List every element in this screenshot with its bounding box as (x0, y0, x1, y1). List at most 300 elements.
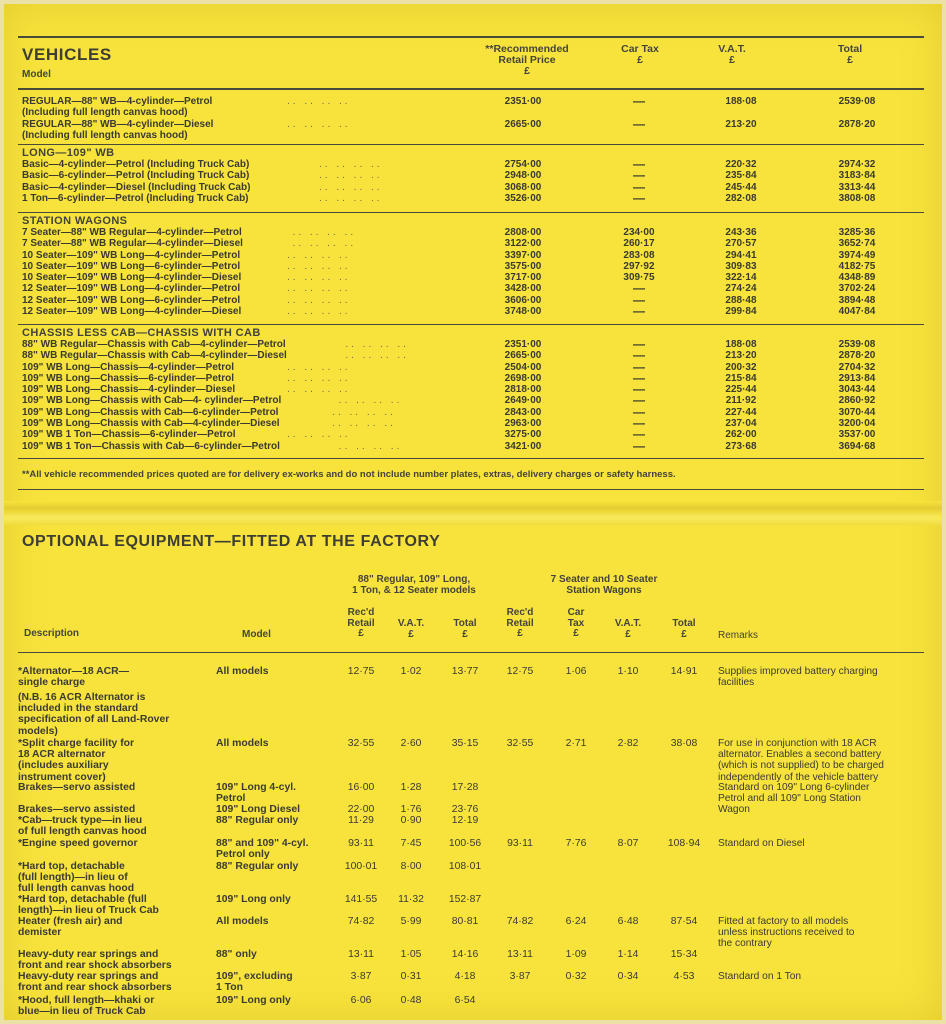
vehicle-tax-cell: — (633, 438, 645, 453)
leader-dots: .. .. .. .. (319, 170, 383, 182)
vehicle-description: 109" WB Long—Chassis with Cab—6-cylinder—Petrol (22, 406, 279, 418)
option-b-retail-cell: 74·82 (506, 916, 534, 927)
vehicle-description: 109" WB Long—Chassis—4-cylinder—Diesel (22, 384, 236, 396)
vehicle-row (22, 370, 922, 385)
vehicle-vat-cell: 237·04 (725, 418, 757, 430)
vehicle-row (22, 130, 922, 141)
vehicle-vat-cell: 262·00 (725, 429, 757, 441)
option-a-vat-cell: 1·28 (400, 782, 422, 793)
vehicle-vat-cell: 274·24 (725, 283, 757, 295)
a-retail-header: Rec'd Retail £ (347, 607, 375, 639)
vehicle-retail-cell: 3606·00 (504, 294, 542, 306)
option-b-retail-cell: 13·11 (507, 949, 533, 960)
option-b-retail-cell: 3·87 (509, 971, 531, 982)
option-a-total-cell: 6·54 (454, 995, 476, 1006)
vehicle-description: 7 Seater—88" WB Regular—4-cylinder—Petrol (22, 227, 242, 238)
option-model: All models (216, 666, 269, 677)
vehicle-row (22, 418, 922, 429)
option-description: *Cab—truck type—in lieu of full length canvas hood (18, 815, 147, 838)
option-a-total-cell: 100·56 (448, 838, 482, 849)
vehicle-row (22, 96, 922, 107)
page-fold (4, 509, 942, 525)
vehicle-tax-cell: — (633, 168, 645, 183)
option-description: Heater (fresh air) and demister (18, 916, 123, 939)
vehicle-total-cell: 3652·74 (838, 238, 876, 250)
option-description: *Alternator—18 ACR— single charge (18, 666, 130, 689)
table-bottom-rule (18, 458, 924, 459)
option-a-total-cell: 35·15 (451, 738, 479, 749)
option-model: All models (216, 738, 269, 749)
vehicle-vat-cell: 270·57 (725, 238, 757, 250)
leader-dots: .. .. .. .. (287, 372, 351, 384)
vehicle-retail-cell: 3068·00 (504, 181, 542, 193)
vehicle-tax-cell: — (633, 393, 645, 408)
option-model: 109" Long only (216, 995, 291, 1006)
vehicle-vat-cell: 225·44 (725, 384, 757, 396)
vehicle-vat-cell: 309·83 (725, 260, 757, 272)
description-header: Description (24, 628, 80, 639)
vehicle-vat-cell: 243·36 (725, 227, 757, 238)
vehicle-tax-cell: — (633, 348, 645, 363)
vehicle-total-cell: 3537·00 (838, 429, 876, 441)
vehicle-group-title: LONG—109" WB (22, 147, 115, 159)
leader-dots: .. .. .. .. (287, 96, 351, 107)
option-a-retail-cell: 12·75 (347, 666, 375, 677)
option-remarks: For use in conjunction with 18 ACR alternator. Enables a second battery (which is not supplied) to be charged independently of the vehicle battery (718, 738, 884, 783)
vehicle-total-cell: 2878·20 (838, 118, 876, 130)
vehicle-row (22, 350, 922, 361)
leader-dots: .. .. .. .. (338, 440, 403, 452)
group-divider (18, 212, 924, 213)
vehicle-retail-cell: 2504·00 (504, 361, 542, 373)
vehicle-vat-cell: 188·08 (725, 339, 757, 350)
option-b-tax-cell: 1·06 (565, 666, 587, 677)
option-b-retail-cell: 12·75 (506, 666, 534, 677)
vehicle-description: 10 Seater—109" WB Long—6-cylinder—Petrol (22, 260, 241, 272)
vehicle-tax-cell: — (633, 179, 645, 194)
vehicle-total-cell: 2539·08 (838, 339, 876, 350)
option-a-total-cell: 12·19 (451, 815, 479, 826)
option-a-total-cell: 23·76 (451, 804, 479, 815)
option-a-retail-cell: 100·01 (344, 861, 378, 872)
vehicle-total-cell: 2860·92 (838, 395, 876, 407)
vehicle-description: 88" WB Regular—Chassis with Cab—4-cylinder—Petrol (22, 339, 286, 350)
top-rule (18, 36, 924, 38)
vehicle-tax-cell: — (633, 281, 645, 296)
vehicle-group-title: STATION WAGONS (22, 215, 128, 227)
vat-header: V.A.T. £ (718, 43, 746, 66)
option-a-retail-cell: 6·06 (350, 995, 372, 1006)
vehicle-vat-cell: 282·08 (725, 192, 757, 204)
option-b-tax-cell: 0·32 (565, 971, 587, 982)
vehicle-row (22, 283, 922, 294)
vehicle-tax-cell: — (633, 427, 645, 442)
leader-dots: .. .. .. .. (332, 418, 396, 430)
vehicle-tax-cell: — (633, 404, 645, 419)
leader-dots: .. .. .. .. (319, 192, 383, 204)
option-a-vat-cell: 1·05 (400, 949, 422, 960)
option-model: 109" Long 4-cyl. Petrol (216, 782, 296, 805)
vehicle-description: Basic—4-cylinder—Petrol (Including Truck Cab) (22, 159, 250, 170)
option-b-total-cell: 38·08 (670, 738, 698, 749)
vehicle-total-cell: 3313·44 (838, 181, 876, 193)
model-header: Model (242, 629, 271, 640)
footnote-rule (18, 489, 924, 490)
vehicle-group (22, 215, 922, 317)
vehicle-retail-cell: 2948·00 (504, 170, 542, 182)
option-a-retail-cell: 22·00 (347, 804, 375, 815)
option-a-retail-cell: 32·55 (347, 738, 375, 749)
option-b-total-cell: 108·94 (667, 838, 701, 849)
total-header: Total £ (837, 43, 863, 66)
leader-dots: .. .. .. .. (287, 361, 351, 373)
car-tax-header: Car Tax £ (621, 43, 659, 66)
option-a-retail-cell: 16·00 (347, 782, 375, 793)
vehicle-retail-cell: 2843·00 (504, 406, 542, 418)
option-b-vat-cell: 1·10 (617, 666, 639, 677)
leader-dots: .. .. .. .. (287, 429, 351, 441)
option-a-retail-cell: 11·29 (348, 815, 374, 826)
vehicle-tax-cell: — (633, 157, 645, 171)
vehicle-vat-cell: 220·32 (725, 159, 757, 170)
vehicle-vat-cell: 213·20 (725, 118, 757, 130)
vehicle-tax-cell: 260·17 (623, 238, 655, 250)
vehicle-tax-cell: 297·92 (623, 260, 655, 272)
vehicle-description: REGULAR—88" WB—4-cylinder—Diesel (22, 118, 214, 130)
option-b-vat-cell: 6·48 (617, 916, 639, 927)
option-model: 109" Long only (216, 894, 291, 905)
vehicle-description: 7 Seater—88" WB Regular—4-cylinder—Diesel (22, 238, 243, 250)
vehicle-row (22, 384, 922, 395)
vehicle-retail-cell: 3717·00 (504, 272, 542, 284)
vehicle-row (22, 395, 922, 406)
option-a-vat-cell: 0·90 (400, 815, 422, 826)
vehicle-row (22, 250, 922, 261)
vehicle-retail-cell: 2351·00 (504, 96, 542, 107)
vehicle-row (22, 404, 922, 419)
option-b-total-cell: 15·34 (670, 949, 698, 960)
page-crease (4, 501, 942, 509)
option-a-retail-cell: 93·11 (348, 838, 374, 849)
option-model: 109", excluding 1 Ton (216, 971, 293, 994)
option-a-total-cell: 14·16 (451, 949, 479, 960)
vehicle-description: 109" WB Long—Chassis—6-cylinder—Petrol (22, 372, 235, 384)
leader-dots: .. .. .. .. (287, 384, 351, 396)
option-b-vat-cell: 1·14 (617, 949, 639, 960)
vehicle-row (22, 261, 922, 272)
option-description: Brakes—servo assisted (18, 804, 136, 815)
vehicle-vat-cell: 294·41 (725, 249, 757, 261)
vehicle-row (22, 438, 922, 453)
vehicle-total-cell: 3043·44 (838, 384, 876, 396)
group-b-header: 7 Seater and 10 Seater Station Wagons (550, 574, 658, 596)
vehicle-description: (Including full length canvas hood) (22, 107, 188, 119)
option-description: Heavy-duty rear springs and front and rear shock absorbers (18, 949, 172, 972)
vehicle-description: 10 Seater—109" WB Long—4-cylinder—Diesel (22, 272, 242, 284)
vehicles-title: VEHICLES (22, 45, 112, 64)
price-list-sheet (4, 4, 942, 1020)
option-a-total-cell: 4·18 (454, 971, 476, 982)
option-description: *Engine speed governor (18, 838, 138, 849)
option-description: Heavy-duty rear springs and front and rear shock absorbers (18, 971, 172, 994)
vehicle-total-cell: 4047·84 (838, 306, 876, 318)
option-b-retail-cell: 93·11 (507, 838, 533, 849)
option-a-vat-cell: 1·76 (400, 804, 422, 815)
vehicle-tax-cell: 234·00 (623, 227, 655, 238)
vehicle-tax-cell: 283·08 (623, 249, 655, 261)
vehicle-vat-cell: 215·84 (725, 372, 757, 384)
a-total-header: Total £ (453, 618, 477, 640)
vehicle-description: 10 Seater—109" WB Long—4-cylinder—Petrol (22, 249, 241, 261)
vehicle-retail-cell: 3397·00 (504, 249, 542, 261)
vehicle-retail-cell: 2754·00 (504, 159, 542, 170)
vehicle-tax-cell: — (633, 292, 645, 307)
vehicle-row (22, 179, 922, 194)
vehicle-vat-cell: 288·48 (725, 294, 757, 306)
vehicle-description: 109" WB Long—Chassis—4-cylinder—Petrol (22, 361, 235, 373)
option-model: 88" Regular only (216, 861, 299, 872)
option-b-total-cell: 4·53 (673, 971, 695, 982)
vehicle-tax-cell: — (633, 116, 645, 131)
vehicle-vat-cell: 200·32 (725, 361, 757, 373)
leader-dots: .. .. .. .. (338, 395, 403, 407)
vehicle-vat-cell: 227·44 (725, 406, 757, 418)
vehicle-retail-cell: 2698·00 (504, 372, 542, 384)
option-a-total-cell: 108·01 (448, 861, 482, 872)
vehicle-total-cell: 4182·75 (838, 260, 876, 272)
vehicle-retail-cell: 2665·00 (504, 118, 542, 130)
vehicle-description: 12 Seater—109" WB Long—4-cylinder—Petrol (22, 283, 241, 295)
vehicle-retail-cell: 3428·00 (504, 283, 542, 295)
vehicle-description: 109" WB Long—Chassis with Cab—4- cylinder—Petrol (22, 395, 282, 407)
b-vat-header: V.A.T. £ (614, 618, 642, 640)
vehicle-tax-cell: — (633, 94, 645, 108)
vehicle-tax-cell: — (633, 370, 645, 385)
vehicle-retail-cell: 3575·00 (504, 260, 542, 272)
option-remarks: Fitted at factory to all models unless instructions received to the contrary (718, 916, 855, 950)
vehicle-row (22, 359, 922, 374)
option-a-vat-cell: 8·00 (400, 861, 422, 872)
option-description: Brakes—servo assisted (18, 782, 136, 793)
leader-dots: .. .. .. .. (292, 227, 357, 238)
option-description: (N.B. 16 ACR Alternator is included in the standard specification of all Land-Rover models) (18, 692, 170, 737)
vehicle-vat-cell: 211·92 (725, 395, 757, 407)
option-b-tax-cell: 6·24 (565, 916, 587, 927)
vehicle-retail-cell: 2818·00 (504, 384, 542, 396)
a-vat-header: V.A.T. £ (397, 618, 425, 640)
vehicle-row (22, 190, 922, 205)
vehicle-total-cell: 2913·84 (838, 372, 876, 384)
vehicle-retail-cell: 2963·00 (504, 418, 542, 430)
option-a-retail-cell: 13·11 (348, 949, 374, 960)
vehicle-description: Basic—4-cylinder—Diesel (Including Truck Cab) (22, 181, 251, 193)
leader-dots: .. .. .. .. (287, 306, 351, 318)
vehicle-total-cell: 3694·68 (838, 440, 876, 452)
option-model: 88" Regular only (216, 815, 299, 826)
vehicle-tax-cell: 309·75 (623, 272, 655, 284)
vehicle-total-cell: 3974·49 (838, 249, 876, 261)
option-a-vat-cell: 7·45 (400, 838, 422, 849)
vehicle-description: Basic—6-cylinder—Petrol (Including Truck Cab) (22, 170, 250, 182)
vehicle-retail-cell: 2808·00 (504, 227, 542, 238)
options-title: OPTIONAL EQUIPMENT—FITTED AT THE FACTORY (22, 533, 441, 550)
vehicle-row (22, 227, 922, 238)
option-a-vat-cell: 11·32 (398, 894, 424, 905)
group-divider (18, 144, 924, 145)
option-description: *Hard top, detachable (full length)—in lieu of full length canvas hood (18, 861, 135, 895)
option-remarks: Standard on 1 Ton (718, 971, 802, 982)
options-header-rule (18, 652, 924, 653)
vehicle-total-cell: 2704·32 (838, 361, 876, 373)
option-a-total-cell: 80·81 (451, 916, 479, 927)
option-a-vat-cell: 5·99 (400, 916, 422, 927)
vehicle-vat-cell: 213·20 (725, 350, 757, 362)
vehicle-vat-cell: 235·84 (725, 170, 757, 182)
leader-dots: .. .. .. .. (345, 339, 409, 350)
vehicle-total-cell: 3070·44 (838, 406, 876, 418)
b-total-header: Total £ (672, 618, 696, 640)
option-remarks: Standard on 109" Long 6-cylinder Petrol and all 109" Long Station Wagon (718, 782, 870, 816)
option-a-retail-cell: 3·87 (350, 971, 372, 982)
vehicle-vat-cell: 322·14 (725, 272, 757, 284)
option-b-tax-cell: 7·76 (565, 838, 587, 849)
option-b-vat-cell: 2·82 (617, 738, 639, 749)
option-a-vat-cell: 2·60 (400, 738, 422, 749)
option-a-vat-cell: 1·02 (400, 666, 422, 677)
vehicle-row (22, 116, 922, 131)
option-b-vat-cell: 0·34 (617, 971, 639, 982)
option-description: *Split charge facility for 18 ACR alternator (includes auxiliary instrument cover) (18, 738, 135, 783)
vehicle-total-cell: 3200·04 (838, 418, 876, 430)
model-column-label: Model (22, 69, 51, 80)
vehicle-row (22, 107, 922, 118)
vehicle-row (22, 306, 922, 317)
b-tax-header: Car Tax £ (567, 607, 585, 639)
vehicle-total-cell: 2974·32 (838, 159, 876, 170)
option-a-vat-cell: 0·31 (400, 971, 422, 982)
vehicle-row (22, 339, 922, 350)
vehicle-retail-cell: 2665·00 (504, 350, 542, 362)
vehicle-description: 109" WB 1 Ton—Chassis—6-cylinder—Petrol (22, 429, 236, 441)
option-remarks: Supplies improved battery charging facilities (718, 666, 878, 689)
vehicle-row (22, 272, 922, 283)
b-retail-header: Rec'd Retail £ (506, 607, 534, 639)
option-model: 88" and 109" 4-cyl. Petrol only (216, 838, 309, 861)
vehicle-retail-cell: 3122·00 (504, 238, 542, 250)
vehicle-description: 88" WB Regular—Chassis with Cab—4-cylinder—Diesel (22, 350, 287, 362)
option-model: 109" Long Diesel (216, 804, 301, 815)
option-a-vat-cell: 0·48 (400, 995, 422, 1006)
option-model: All models (216, 916, 269, 927)
vehicle-description: 109" WB Long—Chassis with Cab—4-cylinder—Diesel (22, 418, 280, 430)
option-a-total-cell: 152·87 (448, 894, 482, 905)
header-rule (18, 88, 924, 90)
vehicle-total-cell: 2878·20 (838, 350, 876, 362)
leader-dots: .. .. .. .. (287, 283, 351, 295)
option-a-total-cell: 13·77 (451, 666, 479, 677)
option-b-tax-cell: 1·09 (565, 949, 587, 960)
option-model: 88" only (216, 949, 257, 960)
vehicle-tax-cell: — (633, 382, 645, 397)
vehicle-retail-cell: 3275·00 (504, 429, 542, 441)
vehicle-description: 12 Seater—109" WB Long—4-cylinder—Diesel (22, 306, 242, 318)
vehicle-description: 12 Seater—109" WB Long—6-cylinder—Petrol (22, 294, 241, 306)
option-description: *Hard top, detachable (full length)—in lieu of Truck Cab (18, 894, 159, 917)
leader-dots: .. .. .. .. (319, 181, 383, 193)
leader-dots: .. .. .. .. (287, 294, 351, 306)
option-b-tax-cell: 2·71 (565, 738, 587, 749)
vehicle-description: 1 Ton—6-cylinder—Petrol (Including Truck Cab) (22, 192, 249, 204)
vehicle-retail-cell: 3526·00 (504, 192, 542, 204)
vehicle-group-title: CHASSIS LESS CAB—CHASSIS WITH CAB (22, 327, 261, 339)
vehicle-description: (Including full length canvas hood) (22, 129, 188, 141)
vehicle-tax-cell: — (633, 416, 645, 431)
vehicle-row (22, 429, 922, 440)
leader-dots: .. .. .. .. (292, 238, 357, 250)
vehicle-description: 109" WB 1 Ton—Chassis with Cab—6-cylinder—Petrol (22, 440, 280, 452)
vehicle-vat-cell: 273·68 (725, 440, 757, 452)
option-b-retail-cell: 32·55 (506, 738, 534, 749)
vehicle-group (22, 96, 922, 141)
vehicle-row (22, 292, 922, 307)
option-b-vat-cell: 8·07 (617, 838, 639, 849)
vehicle-vat-cell: 245·44 (725, 181, 757, 193)
remarks-header: Remarks (718, 630, 759, 641)
group-divider (18, 324, 924, 325)
leader-dots: .. .. .. .. (287, 260, 351, 272)
option-b-total-cell: 14·91 (670, 666, 698, 677)
option-a-retail-cell: 141·55 (344, 894, 378, 905)
leader-dots: .. .. .. .. (345, 350, 409, 362)
leader-dots: .. .. .. .. (319, 159, 383, 170)
vehicle-total-cell: 3894·48 (838, 294, 876, 306)
leader-dots: .. .. .. .. (287, 272, 351, 284)
leader-dots: .. .. .. .. (287, 118, 351, 130)
vehicle-tax-cell: — (633, 190, 645, 205)
vehicles-footnote: **All vehicle recommended prices quoted are for delivery ex-works and do not include number plates, extras, delivery charges or safety harness. (22, 469, 676, 480)
vehicle-tax-cell: — (633, 304, 645, 319)
vehicle-group (22, 147, 922, 204)
vehicle-retail-cell: 2649·00 (504, 395, 542, 407)
vehicle-retail-cell: 2351·00 (504, 339, 542, 350)
vehicle-vat-cell: 299·84 (725, 306, 757, 318)
vehicle-group (22, 327, 922, 452)
option-a-retail-cell: 74·82 (347, 916, 375, 927)
vehicle-total-cell: 2539·08 (838, 96, 876, 107)
vehicle-row (22, 170, 922, 181)
vehicle-total-cell: 3285·36 (838, 227, 876, 238)
retail-price-header: **Recommended Retail Price £ (485, 43, 569, 77)
option-remarks: Standard on Diesel (718, 838, 805, 849)
vehicle-retail-cell: 3421·00 (504, 440, 542, 452)
vehicle-tax-cell: — (633, 359, 645, 374)
vehicle-description: REGULAR—88" WB—4-cylinder—Petrol (22, 96, 213, 107)
vehicle-total-cell: 3808·08 (838, 192, 876, 204)
group-a-header: 88" Regular, 109" Long, 1 Ton, & 12 Seater models (352, 574, 476, 596)
vehicle-total-cell: 4348·89 (838, 272, 876, 284)
vehicle-row (22, 238, 922, 249)
leader-dots: .. .. .. .. (332, 406, 396, 418)
vehicle-row (22, 159, 922, 170)
leader-dots: .. .. .. .. (287, 249, 351, 261)
option-a-total-cell: 17·28 (451, 782, 479, 793)
option-b-total-cell: 87·54 (670, 916, 698, 927)
vehicle-total-cell: 3702·24 (838, 283, 876, 295)
option-description: *Hood, full length—khaki or blue—in lieu of Truck Cab (18, 995, 155, 1018)
vehicle-retail-cell: 3748·00 (504, 306, 542, 318)
vehicle-tax-cell: — (633, 337, 645, 351)
vehicle-total-cell: 3183·84 (838, 170, 876, 182)
